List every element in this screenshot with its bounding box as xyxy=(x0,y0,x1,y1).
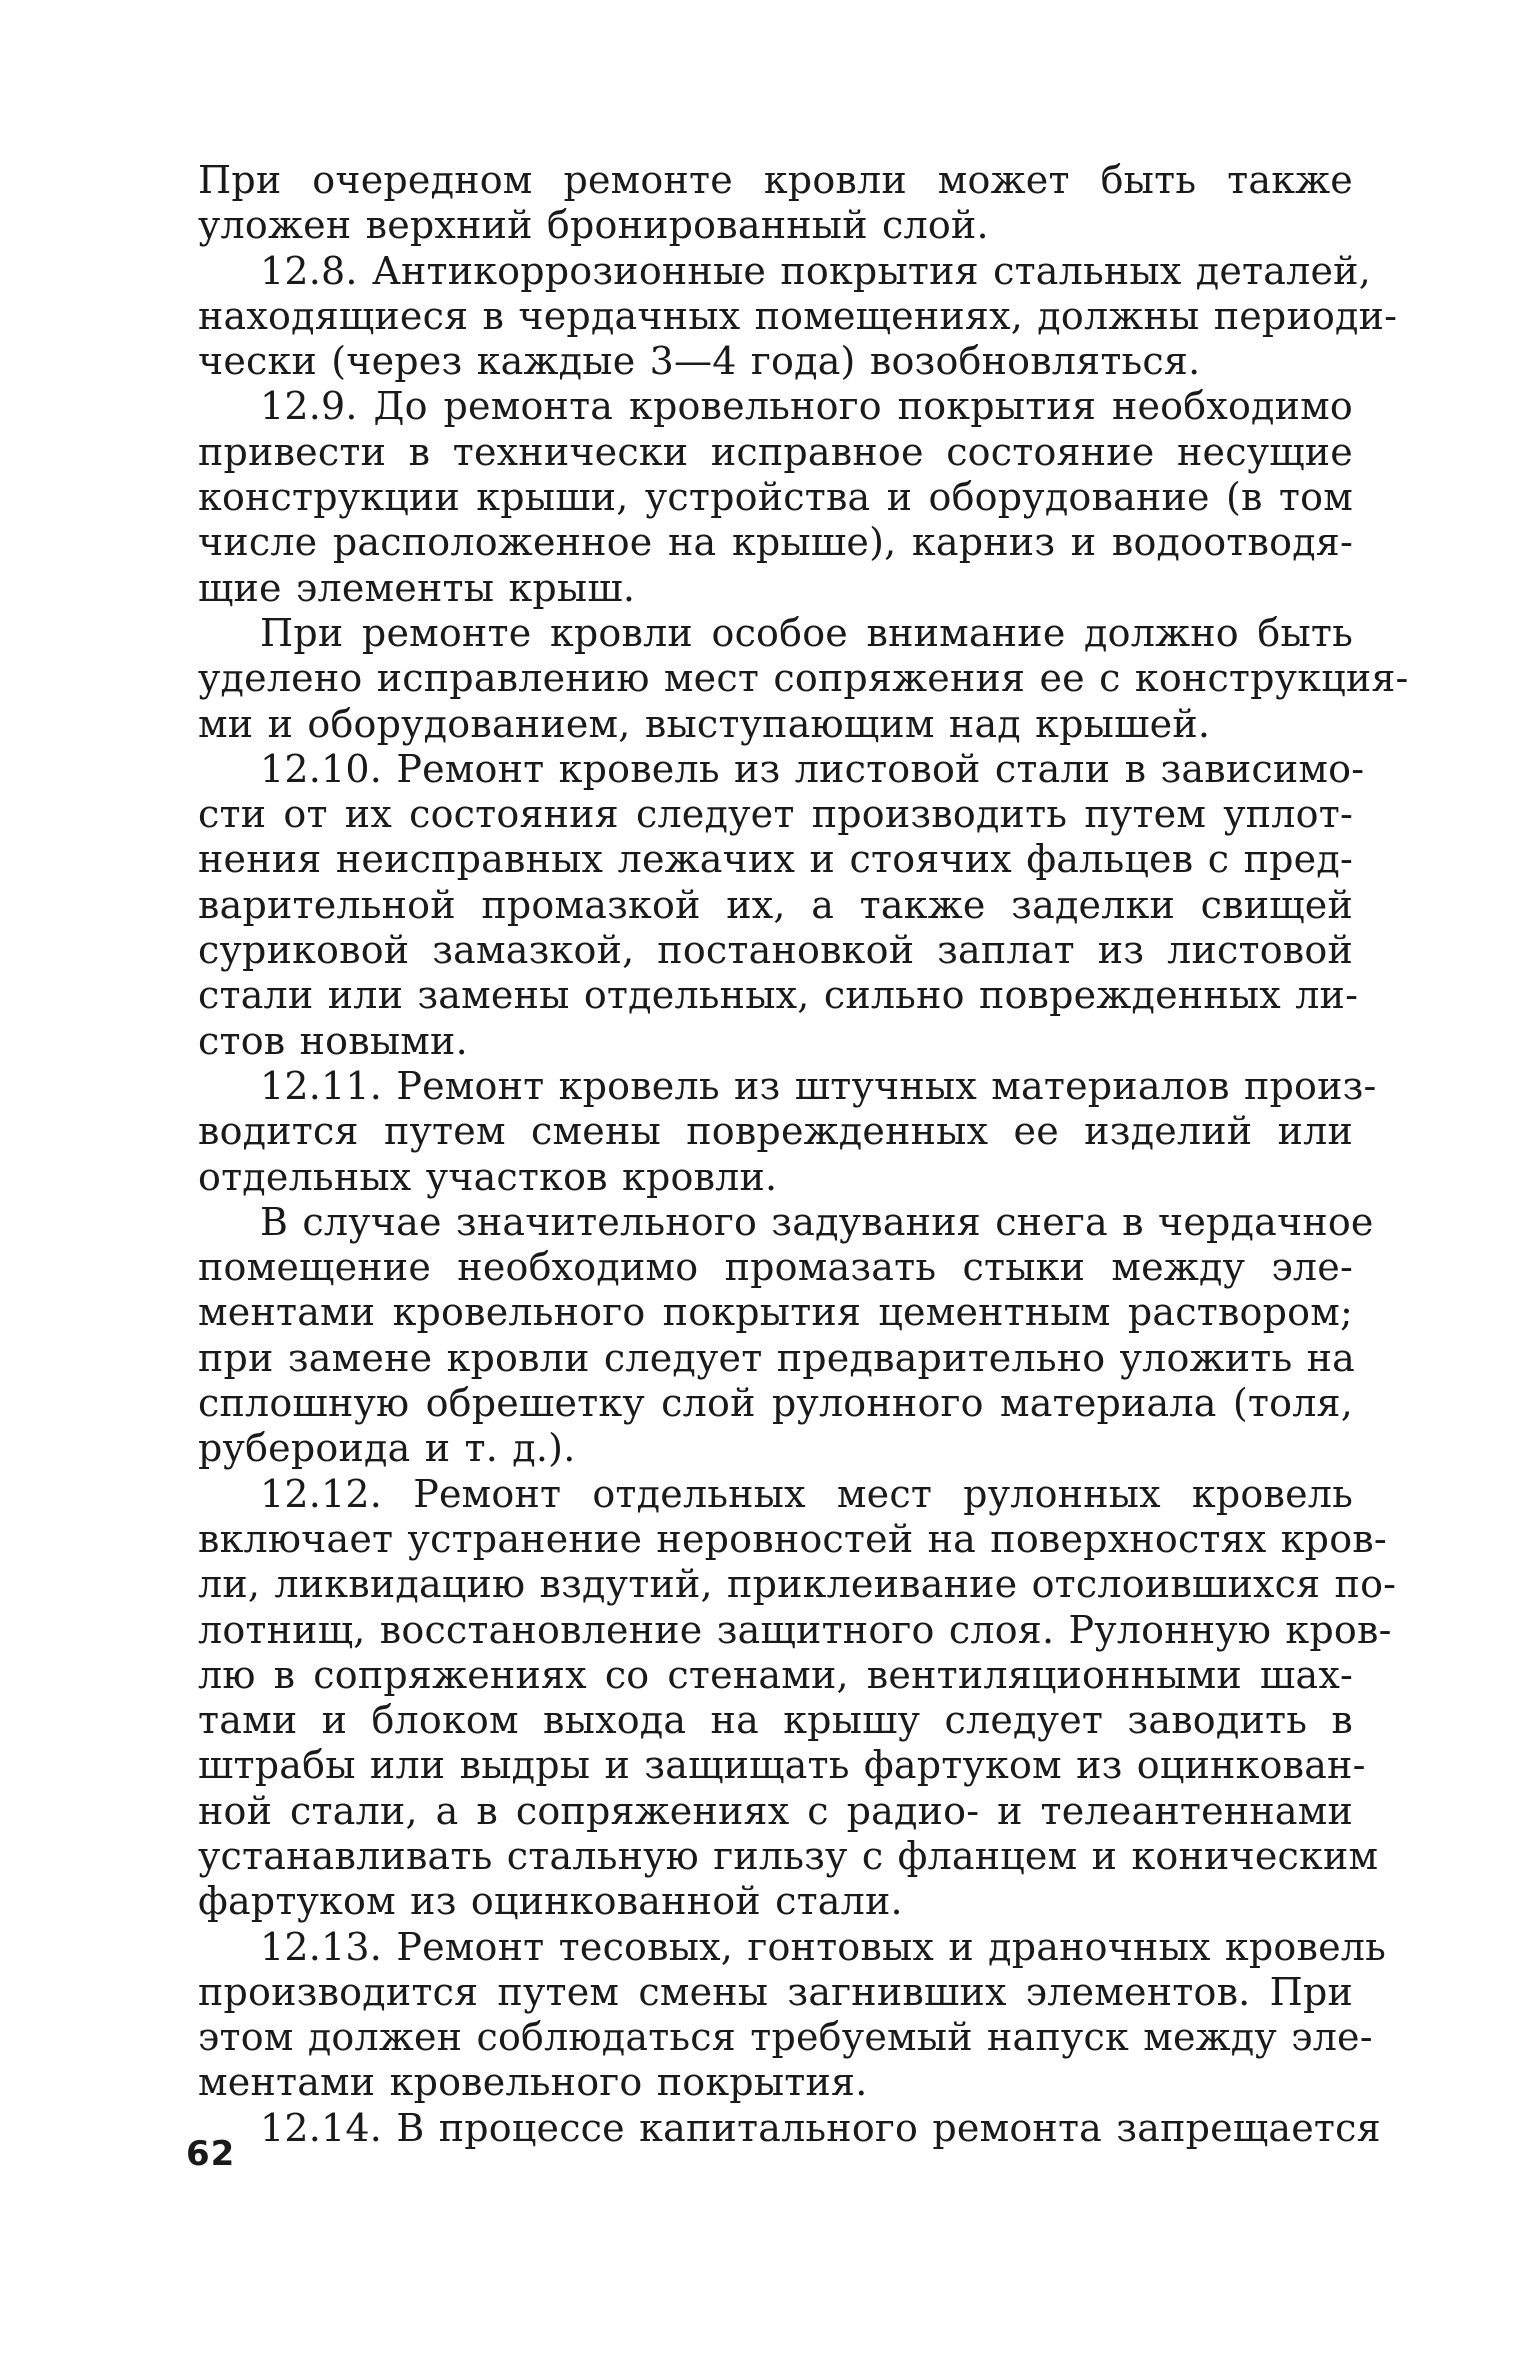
text-line: при замене кровли следует предварительно уложить на xyxy=(198,1335,1356,1380)
text-line: 12.11. Ремонт кровель из штучных материалов произ- xyxy=(260,1063,1377,1108)
text-line: находящиеся в чердачных помещениях, должны периоди- xyxy=(198,293,1398,338)
text-line: В случае значительного задувания снега в чердачное xyxy=(260,1199,1374,1244)
text-line: тами и блоком выхода на крышу следует заводить в xyxy=(198,1698,1353,1743)
text-line: устанавливать стальную гильзу с фланцем и коническим xyxy=(198,1833,1379,1878)
text-line: ментами кровельного покрытия цементным раствором; xyxy=(198,1290,1353,1335)
text-line: При очередном ремонте кровли может быть также xyxy=(198,158,1353,202)
text-line: 12.14. В процессе капитального ремонта запрещается xyxy=(260,2105,1381,2150)
text-line: варительной промазкой их, а также заделки свищей xyxy=(198,882,1353,927)
text-line: сти от их состояния следует производить путем уплот- xyxy=(198,792,1353,837)
text-line: привести в технически исправное состояние несущие xyxy=(198,429,1353,474)
text-line: нения неисправных лежачих и стоячих фальцев с пред- xyxy=(198,837,1353,882)
text-line: 12.10. Ремонт кровель из листовой стали в зависимо- xyxy=(260,746,1365,791)
text-line: отдельных участков кровли. xyxy=(198,1154,778,1199)
text-line: ной стали, а в сопряжениях с радио- и телеантеннами xyxy=(198,1788,1353,1833)
page-number: 62 xyxy=(186,2134,236,2174)
text-line: лотнищ, восстановление защитного слоя. Рулонную кров- xyxy=(198,1607,1392,1652)
text-line: конструкции крыши, устройства и оборудование (в том xyxy=(198,475,1353,520)
text-line: 12.12. Ремонт отдельных мест рулонных кровель xyxy=(260,1471,1353,1516)
text-line: чески (через каждые 3—4 года) возобновляться. xyxy=(198,339,1201,384)
text-line: производится путем смены загнивших элементов. При xyxy=(198,1969,1353,2014)
text-line: фартуком из оцинкованной стали. xyxy=(198,1879,903,1924)
text-line: числе расположенное на крыше), карниз и водоотводя- xyxy=(198,520,1353,565)
text-line: 12.9. До ремонта кровельного покрытия необходимо xyxy=(260,384,1353,429)
text-line: 12.13. Ремонт тесовых, гонтовых и драночных кровель xyxy=(260,1924,1386,1969)
text-line: щие элементы крыш. xyxy=(198,565,636,610)
text-line: включает устранение неровностей на поверхностях кров- xyxy=(198,1516,1387,1561)
text-line: этом должен соблюдаться требуемый напуск между эле- xyxy=(198,2015,1373,2060)
text-line: 12.8. Антикоррозионные покрытия стальных деталей, xyxy=(260,248,1371,293)
text-line: помещение необходимо промазать стыки между эле- xyxy=(198,1245,1353,1290)
text-line: суриковой замазкой, постановкой заплат из листовой xyxy=(198,928,1353,973)
text-line: ми и оборудованием, выступающим над крышей. xyxy=(198,701,1211,746)
text-line: водится путем смены поврежденных ее изделий или xyxy=(198,1109,1353,1154)
text-line: стали или замены отдельных, сильно поврежденных ли- xyxy=(198,973,1359,1018)
text-line: При ремонте кровли особое внимание должно быть xyxy=(260,610,1353,655)
text-line: уделено исправлению мест сопряжения ее с конструкция- xyxy=(198,656,1409,701)
text-line: сплошную обрешетку слой рулонного материала (толя, xyxy=(198,1381,1353,1426)
text-line: ментами кровельного покрытия. xyxy=(198,2060,868,2105)
text-line: ли, ликвидацию вздутий, приклеивание отслоившихся по- xyxy=(198,1562,1397,1607)
text-line: уложен верхний бронированный слой. xyxy=(198,203,989,248)
body-text xyxy=(198,158,1409,2151)
text-line: стов новыми. xyxy=(198,1018,468,1063)
text-line: лю в сопряжениях со стенами, вентиляционными шах- xyxy=(198,1652,1353,1697)
text-line: рубероида и т. д.). xyxy=(198,1426,576,1471)
text-line: штрабы или выдры и защищать фартуком из оцинкован- xyxy=(198,1743,1366,1788)
